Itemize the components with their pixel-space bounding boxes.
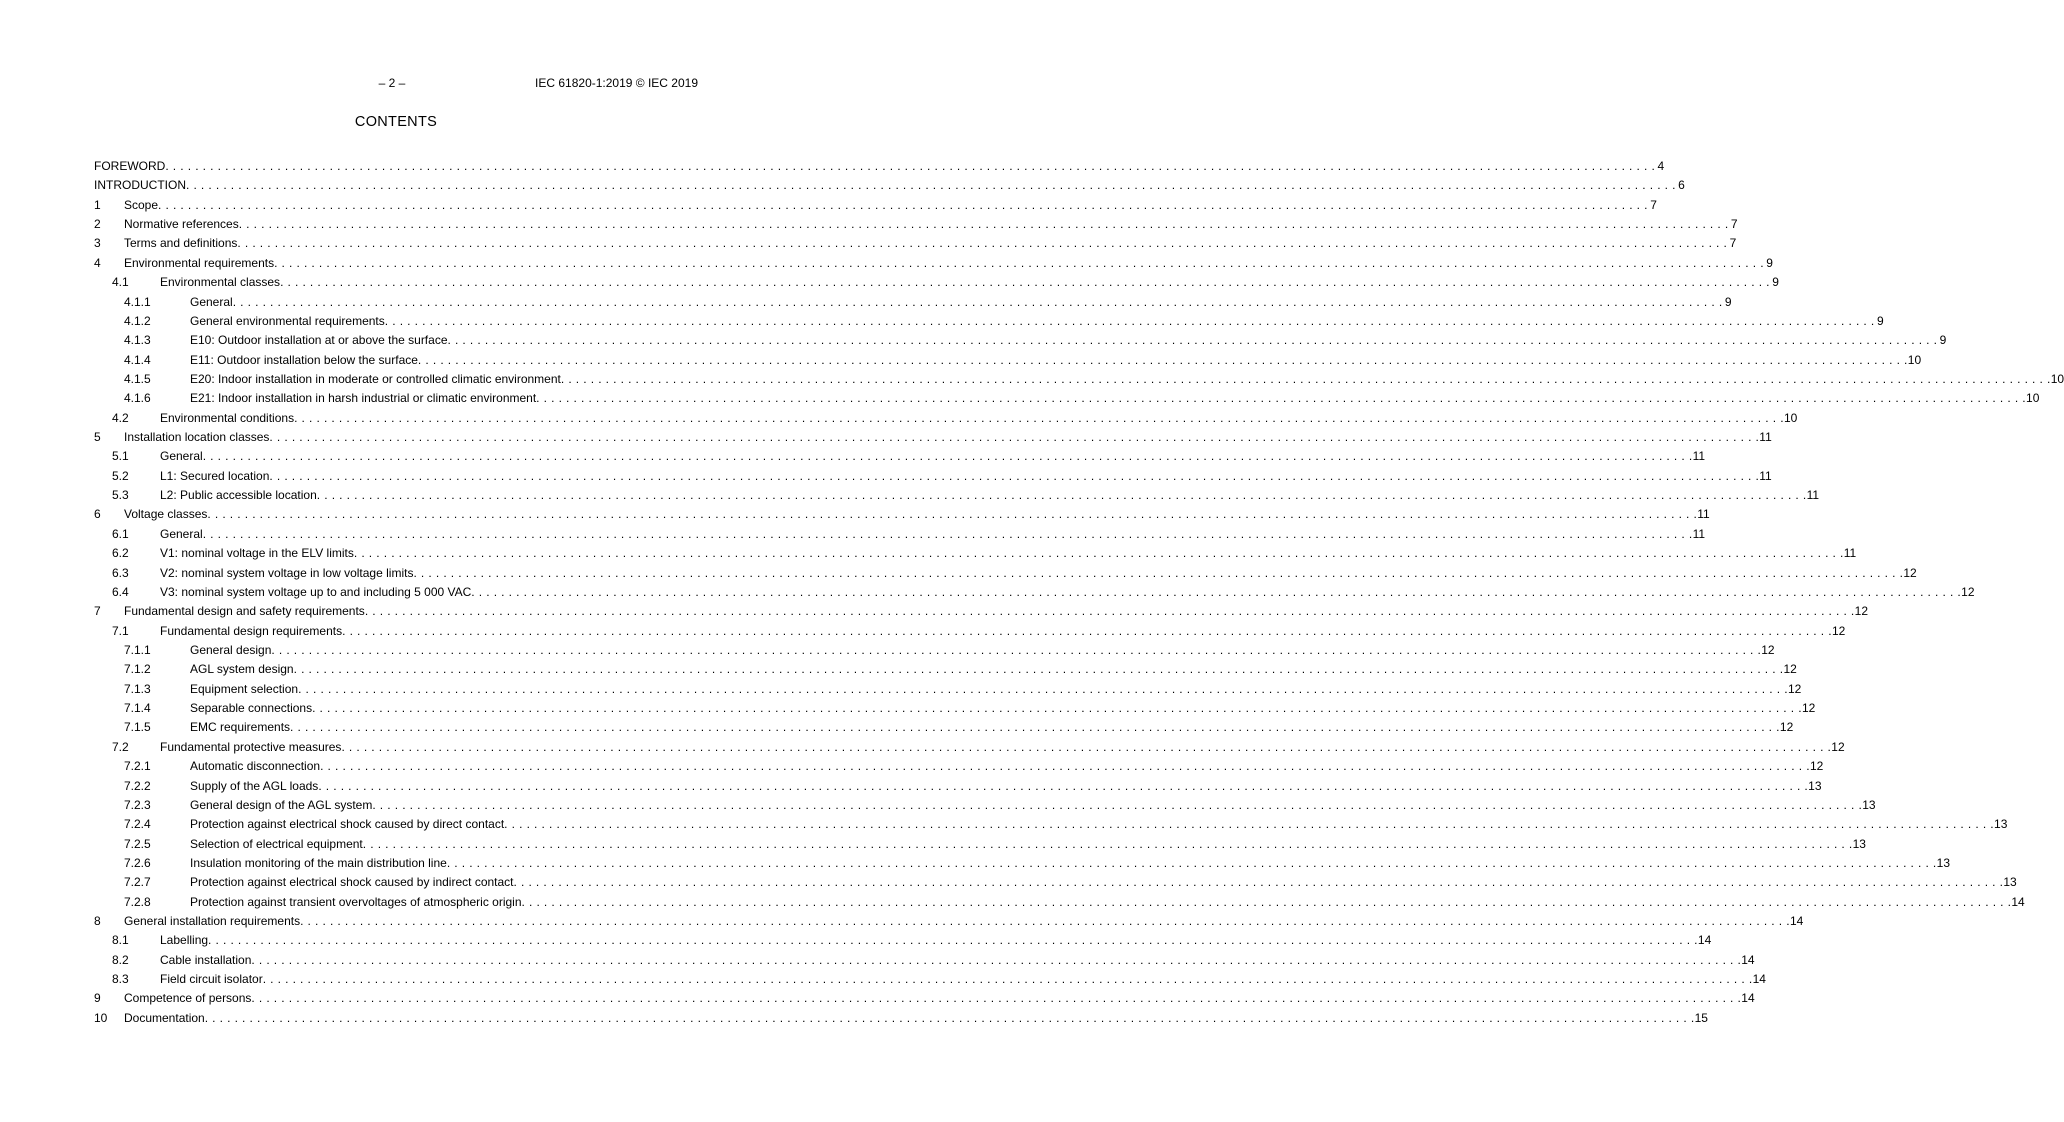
toc-entry[interactable] xyxy=(94,254,1773,273)
toc-entry-page: 13 xyxy=(2003,875,2017,890)
toc-entry-number: 6.2 xyxy=(112,546,129,561)
toc-entry-page: 13 xyxy=(1808,778,1822,793)
toc-entry-title: Cable installation xyxy=(160,952,252,967)
toc-entry[interactable] xyxy=(94,660,1797,679)
toc-entry-title: General installation requirements xyxy=(124,914,301,929)
toc-leader-dots: . . . . . . . . . . . . . . . . . . . . . . . . . . . . . . . . . . . . . . . . . . . . . . . . . . . . . . . . . . . . . . . . . . . . . . . . . . . . . . . . . . . . . . . . . . . . . . . . . . . . . . . . . . . . . . . . . . . . . . . . . . . . . . . . . . . . . . . . . . . . . . . . . . . . . . . . . . . . . . . . . . . . . . . . . . . . . . . . . . . . . . . . . . . . . . . . . . . . . . . . xyxy=(186,178,1676,193)
toc-entry-number: 4.1.4 xyxy=(124,352,151,367)
toc-entry[interactable] xyxy=(94,312,1884,331)
toc-entry[interactable] xyxy=(94,215,1738,234)
toc-entry-number: 4.2 xyxy=(112,410,129,425)
toc-leader-dots: . . . . . . . . . . . . . . . . . . . . . . . . . . . . . . . . . . . . . . . . . . . . . . . . . . . . . . . . . . . . . . . . . . . . . . . . . . . . . . . . . . . . . . . . . . . . . . . . . . . . . . . . . . . . . . . . . . . . . . . . . . . . . . . . . . . . . . . . . . . . . . . . . . . . . . . . . . . . . . . . . . . . . . . . . . . . . . . . . . . . . . . . . . . . . . . . . . . . . . . . xyxy=(300,914,1790,929)
toc-entry[interactable] xyxy=(94,718,1794,737)
toc-entry-page: 12 xyxy=(1761,642,1775,657)
toc-leader-dots: . . . . . . . . . . . . . . . . . . . . . . . . . . . . . . . . . . . . . . . . . . . . . . . . . . . . . . . . . . . . . . . . . . . . . . . . . . . . . . . . . . . . . . . . . . . . . . . . . . . . . . . . . . . . . . . . . . . . . . . . . . . . . . . . . . . . . . . . . . . . . . . . . . . . . . . . . . . . . . . . . . . . . . . . . . . . . . . . . . . . . . . . . . . . . . . . . . . . . . . . xyxy=(341,739,1832,754)
toc-entry-page: 11 xyxy=(1692,449,1706,464)
toc-leader-dots: . . . . . . . . . . . . . . . . . . . . . . . . . . . . . . . . . . . . . . . . . . . . . . . . . . . . . . . . . . . . . . . . . . . . . . . . . . . . . . . . . . . . . . . . . . . . . . . . . . . . . . . . . . . . . . . . . . . . . . . . . . . . . . . . . . . . . . . . . . . . . . . . . . . . . . . . . . . . . . . . . . . . . . . . . . . . . . . . . . . . . . . . . . . . . . . . . . . . . . . . xyxy=(165,159,1656,173)
toc-entry-page: 14 xyxy=(1789,914,1804,929)
toc-entry-page: 13 xyxy=(1936,855,1951,870)
toc-entry[interactable] xyxy=(94,331,1947,350)
document-code: IEC 61820-1:2019 © IEC 2019 xyxy=(535,76,698,90)
toc-leader-dots: . . . . . . . . . . . . . . . . . . . . . . . . . . . . . . . . . . . . . . . . . . . . . . . . . . . . . . . . . . . . . . . . . . . . . . . . . . . . . . . . . . . . . . . . . . . . . . . . . . . . . . . . . . . . . . . . . . . . . . . . . . . . . . . . . . . . . . . . . . . . . . . . . . . . . . . . . . . . . . . . . . . . . . . . . . . . . . . . . . . . . . . . . . . . . . . . . . . . . . . . xyxy=(318,778,1809,793)
toc-entry[interactable] xyxy=(94,176,1685,195)
toc-entry[interactable] xyxy=(94,893,2025,912)
toc-leader-dots: . . . . . . . . . . . . . . . . . . . . . . . . . . . . . . . . . . . . . . . . . . . . . . . . . . . . . . . . . . . . . . . . . . . . . . . . . . . . . . . . . . . . . . . . . . . . . . . . . . . . . . . . . . . . . . . . . . . . . . . . . . . . . . . . . . . . . . . . . . . . . . . . . . . . . . . . . . . . . . . . . . . . . . . . . . . . . . . . . . . . . . . . . . . . . . . . . . . . . . . . xyxy=(298,681,1788,696)
toc-entry[interactable] xyxy=(94,854,1951,873)
toc-entry-number: 7.2.4 xyxy=(124,817,151,832)
toc-entry-page: 12 xyxy=(1787,681,1802,696)
toc-entry-page: 12 xyxy=(1854,604,1869,619)
toc-entry-number: 7.2.1 xyxy=(124,759,151,774)
toc-entry-title: Normative references xyxy=(124,217,239,232)
toc-entry-page: 10 xyxy=(1907,352,1922,367)
toc-leader-dots: . . . . . . . . . . . . . . . . . . . . . . . . . . . . . . . . . . . . . . . . . . . . . . . . . . . . . . . . . . . . . . . . . . . . . . . . . . . . . . . . . . . . . . . . . . . . . . . . . . . . . . . . . . . . . . . . . . . . . . . . . . . . . . . . . . . . . . . . . . . . . . . . . . . . . . . . . . . . . . . . . . . . . . . . . . . . . . . . . . . . . . . . . . . . . . . . . . . . . . . . xyxy=(269,430,1760,445)
toc-entry-page: 6 xyxy=(1678,178,1685,193)
toc-entry-title: Field circuit isolator xyxy=(160,972,263,987)
toc-leader-dots: . . . . . . . . . . . . . . . . . . . . . . . . . . . . . . . . . . . . . . . . . . . . . . . . . . . . . . . . . . . . . . . . . . . . . . . . . . . . . . . . . . . . . . . . . . . . . . . . . . . . . . . . . . . . . . . . . . . . . . . . . . . . . . . . . . . . . . . . . . . . . . . . . . . . . . . . . . . . . . . . . . . . . . . . . . . . . . . . . . . . . . . . . . . . . . . . . . . . . . . . xyxy=(202,526,1693,541)
toc-entry-number: 7.2.7 xyxy=(124,875,151,890)
toc-entry-number: 5.3 xyxy=(112,488,129,503)
toc-entry-page: 13 xyxy=(1994,817,2008,832)
toc-entry[interactable] xyxy=(94,389,2040,408)
toc-leader-dots: . . . . . . . . . . . . . . . . . . . . . . . . . . . . . . . . . . . . . . . . . . . . . . . . . . . . . . . . . . . . . . . . . . . . . . . . . . . . . . . . . . . . . . . . . . . . . . . . . . . . . . . . . . . . . . . . . . . . . . . . . . . . . . . . . . . . . . . . . . . . . . . . . . . . . . . . . . . . . . . . . . . . . . . . . . . . . . . . . . . . . . . . . . . . . . . . . . . . . . . . xyxy=(447,333,1938,348)
toc-entry-title: V1: nominal voltage in the ELV limits xyxy=(160,546,354,561)
toc-entry-number: 6 xyxy=(94,507,101,522)
toc-leader-dots: . . . . . . . . . . . . . . . . . . . . . . . . . . . . . . . . . . . . . . . . . . . . . . . . . . . . . . . . . . . . . . . . . . . . . . . . . . . . . . . . . . . . . . . . . . . . . . . . . . . . . . . . . . . . . . . . . . . . . . . . . . . . . . . . . . . . . . . . . . . . . . . . . . . . . . . . . . . . . . . . . . . . . . . . . . . . . . . . . . . . . . . . . . . . . . . . . . . . . . . . xyxy=(353,546,1844,561)
toc-entry-page: 14 xyxy=(2011,894,2025,909)
toc-entry-number: 4.1.6 xyxy=(124,391,151,406)
toc-entry-page: 11 xyxy=(1697,507,1710,522)
toc-entry-page: 14 xyxy=(1752,972,1766,987)
toc-entry-title: General xyxy=(160,526,203,541)
toc-entry-number: 5 xyxy=(94,430,101,445)
toc-leader-dots: . . . . . . . . . . . . . . . . . . . . . . . . . . . . . . . . . . . . . . . . . . . . . . . . . . . . . . . . . . . . . . . . . . . . . . . . . . . . . . . . . . . . . . . . . . . . . . . . . . . . . . . . . . . . . . . . . . . . . . . . . . . . . . . . . . . . . . . . . . . . . . . . . . . . . . . . . . . . . . . . . . . . . . . . . . . . . . . . . . . . . . . . . . . . . . . . . . . . . . . . xyxy=(312,701,1802,716)
toc-entry-page: 13 xyxy=(1852,836,1866,851)
toc-entry-number: 3 xyxy=(94,236,101,251)
toc-entry-title: E20: Indoor installation in moderate or controlled climatic environment xyxy=(190,371,561,386)
toc-entry[interactable] xyxy=(94,293,1732,312)
toc-leader-dots: . . . . . . . . . . . . . . . . . . . . . . . . . . . . . . . . . . . . . . . . . . . . . . . . . . . . . . . . . . . . . . . . . . . . . . . . . . . . . . . . . . . . . . . . . . . . . . . . . . . . . . . . . . . . . . . . . . . . . . . . . . . . . . . . . . . . . . . . . . . . . . . . . . . . . . . . . . . . . . . . . . . . . . . . . . . . . . . . . . . . . . . . . . . . . . . . . . . . . . . . xyxy=(417,352,1908,367)
toc-entry-page: 10 xyxy=(1783,410,1798,425)
toc-entry-title: L2: Public accessible location xyxy=(160,488,317,503)
toc-entry[interactable] xyxy=(94,196,1657,215)
toc-entry-title: Fundamental design and safety requirements xyxy=(124,604,365,619)
toc-entry-number: 7.1 xyxy=(112,623,129,638)
toc-entry-number: 10 xyxy=(94,1010,108,1025)
toc-entry-number: 4.1.2 xyxy=(124,313,151,328)
toc-entry[interactable] xyxy=(94,912,1804,931)
toc-entry-page: 12 xyxy=(1961,584,1975,599)
toc-entry[interactable] xyxy=(94,989,1755,1008)
toc-entry-title: Scope xyxy=(124,197,159,212)
toc-entry-page: 12 xyxy=(1831,739,1845,754)
toc-entry-title: Environmental requirements xyxy=(124,255,275,270)
toc-entry[interactable] xyxy=(94,622,1846,641)
toc-entry-title: Supply of the AGL loads xyxy=(190,778,319,793)
toc-entry[interactable] xyxy=(94,931,1712,950)
toc-entry[interactable] xyxy=(94,757,1824,776)
toc-entry[interactable] xyxy=(94,873,2017,892)
toc-entry-page: 9 xyxy=(1766,255,1773,270)
toc-leader-dots: . . . . . . . . . . . . . . . . . . . . . . . . . . . . . . . . . . . . . . . . . . . . . . . . . . . . . . . . . . . . . . . . . . . . . . . . . . . . . . . . . . . . . . . . . . . . . . . . . . . . . . . . . . . . . . . . . . . . . . . . . . . . . . . . . . . . . . . . . . . . . . . . . . . . . . . . . . . . . . . . . . . . . . . . . . . . . . . . . . . . . . . . . . . . . . . . . . . . . . . . xyxy=(232,294,1723,309)
toc-entry-title: Separable connections xyxy=(190,701,313,716)
toc-entry-page: 15 xyxy=(1694,1010,1708,1025)
toc-entry-number: 7.2.6 xyxy=(124,855,151,870)
toc-entry-number: 7.2.2 xyxy=(124,778,151,793)
toc-entry-number: 7.1.5 xyxy=(124,720,151,735)
toc-entry-title: General design of the AGL system xyxy=(190,797,373,812)
toc-entry-page: 9 xyxy=(1724,294,1732,309)
toc-leader-dots: . . . . . . . . . . . . . . . . . . . . . . . . . . . . . . . . . . . . . . . . . . . . . . . . . . . . . . . . . . . . . . . . . . . . . . . . . . . . . . . . . . . . . . . . . . . . . . . . . . . . . . . . . . . . . . . . . . . . . . . . . . . . . . . . . . . . . . . . . . . . . . . . . . . . . . . . . . . . . . . . . . . . . . . . . . . . . . . . . . . . . . . . . . . . . . . . . . . . . . . . xyxy=(294,410,1784,425)
toc-entry[interactable] xyxy=(94,409,1798,428)
table-of-contents xyxy=(94,157,2064,1028)
toc-entry[interactable] xyxy=(94,447,1706,466)
toc-entry[interactable] xyxy=(94,583,1975,602)
toc-leader-dots: . . . . . . . . . . . . . . . . . . . . . . . . . . . . . . . . . . . . . . . . . . . . . . . . . . . . . . . . . . . . . . . . . . . . . . . . . . . . . . . . . . . . . . . . . . . . . . . . . . . . . . . . . . . . . . . . . . . . . . . . . . . . . . . . . . . . . . . . . . . . . . . . . . . . . . . . . . . . . . . . . . . . . . . . . . . . . . . . . . . . . . . . . . . . . . . . . . . . . . . . xyxy=(271,642,1762,657)
toc-entry-title: E10: Outdoor installation at or above the surface xyxy=(190,333,448,348)
toc-entry-title: E21: Indoor installation in harsh industrial or climatic environment xyxy=(190,391,537,406)
toc-entry-number: 7.2.3 xyxy=(124,797,151,812)
toc-entry[interactable] xyxy=(94,428,1772,447)
toc-entry-title: Fundamental protective measures xyxy=(160,739,342,754)
toc-entry-title: Protection against transient overvoltages of atmospheric origin xyxy=(190,894,522,909)
toc-leader-dots: . . . . . . . . . . . . . . . . . . . . . . . . . . . . . . . . . . . . . . . . . . . . . . . . . . . . . . . . . . . . . . . . . . . . . . . . . . . . . . . . . . . . . . . . . . . . . . . . . . . . . . . . . . . . . . . . . . . . . . . . . . . . . . . . . . . . . . . . . . . . . . . . . . . . . . . . . . . . . . . . . . . . . . . . . . . . . . . . . . . . . . . . . . . . . . . . . . . . . . . . xyxy=(269,468,1760,483)
toc-entry-page: 11 xyxy=(1843,546,1857,561)
toc-leader-dots: . . . . . . . . . . . . . . . . . . . . . . . . . . . . . . . . . . . . . . . . . . . . . . . . . . . . . . . . . . . . . . . . . . . . . . . . . . . . . . . . . . . . . . . . . . . . . . . . . . . . . . . . . . . . . . . . . . . . . . . . . . . . . . . . . . . . . . . . . . . . . . . . . . . . . . . . . . . . . . . . . . . . . . . . . . . . . . . . . . . . . . . . . . . . . . . . . . . . . . . . xyxy=(290,720,1780,735)
toc-entry-title: Insulation monitoring of the main distribution line xyxy=(190,855,447,870)
toc-entry-number: 9 xyxy=(94,991,101,1006)
toc-entry-page: 11 xyxy=(1759,430,1772,445)
toc-entry[interactable] xyxy=(94,273,1779,292)
toc-entry[interactable] xyxy=(94,370,2064,389)
toc-leader-dots: . . . . . . . . . . . . . . . . . . . . . . . . . . . . . . . . . . . . . . . . . . . . . . . . . . . . . . . . . . . . . . . . . . . . . . . . . . . . . . . . . . . . . . . . . . . . . . . . . . . . . . . . . . . . . . . . . . . . . . . . . . . . . . . . . . . . . . . . . . . . . . . . . . . . . . . . . . . . . . . . . . . . . . . . . . . . . . . . . . . . . . . . . . . . . . . . . . . . . . . . xyxy=(384,313,1875,328)
toc-entry[interactable] xyxy=(94,951,1755,970)
toc-entry-page: 10 xyxy=(2026,391,2040,406)
toc-entry-number: 6.1 xyxy=(112,526,129,541)
toc-leader-dots: . . . . . . . . . . . . . . . . . . . . . . . . . . . . . . . . . . . . . . . . . . . . . . . . . . . . . . . . . . . . . . . . . . . . . . . . . . . . . . . . . . . . . . . . . . . . . . . . . . . . . . . . . . . . . . . . . . . . . . . . . . . . . . . . . . . . . . . . . . . . . . . . . . . . . . . . . . . . . . . . . . . . . . . . . . . . . . . . . . . . . . . . . . . . . . . . . . . . . . . . xyxy=(536,391,2027,406)
toc-entry-page: 12 xyxy=(1783,662,1797,677)
toc-entry[interactable] xyxy=(94,777,1822,796)
toc-entry-title: Protection against electrical shock caused by direct contact xyxy=(190,817,505,832)
toc-entry-page: 7 xyxy=(1730,217,1738,232)
toc-entry-page: 10 xyxy=(2050,371,2064,386)
toc-entry[interactable] xyxy=(94,351,1922,370)
toc-entry-number: 2 xyxy=(94,217,101,232)
toc-entry-number: 8.1 xyxy=(112,933,129,948)
toc-entry-title: L1: Secured location xyxy=(160,468,270,483)
toc-leader-dots: . . . . . . . . . . . . . . . . . . . . . . . . . . . . . . . . . . . . . . . . . . . . . . . . . . . . . . . . . . . . . . . . . . . . . . . . . . . . . . . . . . . . . . . . . . . . . . . . . . . . . . . . . . . . . . . . . . . . . . . . . . . . . . . . . . . . . . . . . . . . . . . . . . . . . . . . . . . . . . . . . . . . . . . . . . . . . . . . . . . . . . . . . . . . . . . . . . . . . . . . xyxy=(204,1010,1695,1025)
toc-entry-title: Voltage classes xyxy=(124,507,208,522)
toc-entry[interactable] xyxy=(94,680,1802,699)
toc-entry-title: General xyxy=(160,449,203,464)
toc-entry-page: 4 xyxy=(1657,159,1665,173)
toc-leader-dots: . . . . . . . . . . . . . . . . . . . . . . . . . . . . . . . . . . . . . . . . . . . . . . . . . . . . . . . . . . . . . . . . . . . . . . . . . . . . . . . . . . . . . . . . . . . . . . . . . . . . . . . . . . . . . . . . . . . . . . . . . . . . . . . . . . . . . . . . . . . . . . . . . . . . . . . . . . . . . . . . . . . . . . . . . . . . . . . . . . . . . . . . . . . . . . . . . . . . . . . . xyxy=(320,759,1810,774)
toc-entry-page: 7 xyxy=(1729,236,1737,251)
toc-entry-number: 8.2 xyxy=(112,952,129,967)
page-title: CONTENTS xyxy=(354,114,438,130)
toc-entry-page: 9 xyxy=(1772,275,1779,290)
toc-entry-number: 6.4 xyxy=(112,584,129,599)
toc-entry-title: Protection against electrical shock caused by indirect contact xyxy=(190,875,514,890)
toc-entry-title: General environmental requirements xyxy=(190,313,385,328)
toc-leader-dots: . . . . . . . . . . . . . . . . . . . . . . . . . . . . . . . . . . . . . . . . . . . . . . . . . . . . . . . . . . . . . . . . . . . . . . . . . . . . . . . . . . . . . . . . . . . . . . . . . . . . . . . . . . . . . . . . . . . . . . . . . . . . . . . . . . . . . . . . . . . . . . . . . . . . . . . . . . . . . . . . . . . . . . . . . . . . . . . . . . . . . . . . . . . . . . . . . . . . . . . . xyxy=(471,584,1962,599)
toc-leader-dots: . . . . . . . . . . . . . . . . . . . . . . . . . . . . . . . . . . . . . . . . . . . . . . . . . . . . . . . . . . . . . . . . . . . . . . . . . . . . . . . . . . . . . . . . . . . . . . . . . . . . . . . . . . . . . . . . . . . . . . . . . . . . . . . . . . . . . . . . . . . . . . . . . . . . . . . . . . . . . . . . . . . . . . . . . . . . . . . . . . . . . . . . . . . . . . . . . . . . . . . . xyxy=(262,972,1753,987)
toc-entry-page: 9 xyxy=(1876,313,1884,328)
toc-entry[interactable] xyxy=(94,467,1772,486)
toc-entry[interactable] xyxy=(94,1009,1708,1028)
toc-entry[interactable] xyxy=(94,564,1917,583)
toc-leader-dots: . . . . . . . . . . . . . . . . . . . . . . . . . . . . . . . . . . . . . . . . . . . . . . . . . . . . . . . . . . . . . . . . . . . . . . . . . . . . . . . . . . . . . . . . . . . . . . . . . . . . . . . . . . . . . . . . . . . . . . . . . . . . . . . . . . . . . . . . . . . . . . . . . . . . . . . . . . . . . . . . . . . . . . . . . . . . . . . . . . . . . . . . . . . . . . . . . . . . . . . . xyxy=(208,933,1698,948)
toc-leader-dots: . . . . . . . . . . . . . . . . . . . . . . . . . . . . . . . . . . . . . . . . . . . . . . . . . . . . . . . . . . . . . . . . . . . . . . . . . . . . . . . . . . . . . . . . . . . . . . . . . . . . . . . . . . . . . . . . . . . . . . . . . . . . . . . . . . . . . . . . . . . . . . . . . . . . . . . . . . . . . . . . . . . . . . . . . . . . . . . . . . . . . . . . . . . . . . . . . . . . . . . . xyxy=(413,565,1904,580)
toc-entry-page: 12 xyxy=(1801,701,1816,716)
toc-entry-number: 4.1.1 xyxy=(124,294,151,309)
toc-entry-number: 7 xyxy=(94,604,101,619)
toc-leader-dots: . . . . . . . . . . . . . . . . . . . . . . . . . . . . . . . . . . . . . . . . . . . . . . . . . . . . . . . . . . . . . . . . . . . . . . . . . . . . . . . . . . . . . . . . . . . . . . . . . . . . . . . . . . . . . . . . . . . . . . . . . . . . . . . . . . . . . . . . . . . . . . . . . . . . . . . . . . . . . . . . . . . . . . . . . . . . . . . . . . . . . . . . . . . . . . . . . . . . . . . . xyxy=(362,836,1853,851)
toc-entry-number: 5.2 xyxy=(112,468,129,483)
toc-entry[interactable] xyxy=(94,699,1816,718)
toc-entry-title: General design xyxy=(190,642,272,657)
toc-entry-number: 7.2.5 xyxy=(124,836,151,851)
toc-entry-page: 7 xyxy=(1650,197,1657,212)
toc-entry-number: 7.1.1 xyxy=(124,642,151,657)
toc-entry-number: 7.1.2 xyxy=(124,662,151,677)
toc-entry-page: 11 xyxy=(1806,488,1820,503)
toc-entry-title: Competence of persons xyxy=(124,991,252,1006)
toc-entry-title: EMC requirements xyxy=(190,720,291,735)
toc-entry-page: 14 xyxy=(1697,933,1712,948)
toc-entry-number: 7.2 xyxy=(112,739,129,754)
toc-entry-number: 5.1 xyxy=(112,449,129,464)
toc-entry-title: AGL system design xyxy=(190,662,294,677)
toc-entry-number: 4.1 xyxy=(112,275,129,290)
toc-entry[interactable] xyxy=(94,641,1775,660)
toc-leader-dots: . . . . . . . . . . . . . . . . . . . . . . . . . . . . . . . . . . . . . . . . . . . . . . . . . . . . . . . . . . . . . . . . . . . . . . . . . . . . . . . . . . . . . . . . . . . . . . . . . . . . . . . . . . . . . . . . . . . . . . . . . . . . . . . . . . . . . . . . . . . . . . . . . . . . . . . . . . . . . . . . . . . . . . . . . . . . . . . . . . . . . . . . . . . . . . . . . . . . . . . . xyxy=(521,894,2012,909)
toc-entry-title: Environmental classes xyxy=(160,275,281,290)
toc-entry-page: 12 xyxy=(1779,720,1794,735)
toc-entry-number: 7.1.3 xyxy=(124,681,151,696)
toc-leader-dots: . . . . . . . . . . . . . . . . . . . . . . . . . . . . . . . . . . . . . . . . . . . . . . . . . . . . . . . . . . . . . . . . . . . . . . . . . . . . . . . . . . . . . . . . . . . . . . . . . . . . . . . . . . . . . . . . . . . . . . . . . . . . . . . . . . . . . . . . . . . . . . . . . . . . . . . . . . . . . . . . . . . . . . . . . . . . . . . . . . . . . . . . . . . . . . . . . . . . . . . . xyxy=(251,952,1742,967)
toc-entry-page: 9 xyxy=(1939,333,1947,348)
toc-entry-title: Environmental conditions xyxy=(160,410,295,425)
toc-leader-dots: . . . . . . . . . . . . . . . . . . . . . . . . . . . . . . . . . . . . . . . . . . . . . . . . . . . . . . . . . . . . . . . . . . . . . . . . . . . . . . . . . . . . . . . . . . . . . . . . . . . . . . . . . . . . . . . . . . . . . . . . . . . . . . . . . . . . . . . . . . . . . . . . . . . . . . . . . . . . . . . . . . . . . . . . . . . . . . . . . . . . . . . . . . . . . . . . . . . . . . . . xyxy=(158,197,1648,212)
toc-entry[interactable] xyxy=(94,525,1706,544)
toc-leader-dots: . . . . . . . . . . . . . . . . . . . . . . . . . . . . . . . . . . . . . . . . . . . . . . . . . . . . . . . . . . . . . . . . . . . . . . . . . . . . . . . . . . . . . . . . . . . . . . . . . . . . . . . . . . . . . . . . . . . . . . . . . . . . . . . . . . . . . . . . . . . . . . . . . . . . . . . . . . . . . . . . . . . . . . . . . . . . . . . . . . . . . . . . . . . . . . . . . . . . . . . . xyxy=(251,991,1742,1006)
toc-entry-number: 8 xyxy=(94,914,101,929)
toc-entry-title: V3: nominal system voltage up to and including 5 000 VAC xyxy=(160,584,472,599)
toc-entry-page: 13 xyxy=(1862,797,1876,812)
toc-entry[interactable] xyxy=(94,815,2008,834)
toc-entry-number: 1 xyxy=(94,197,101,212)
toc-entry-number: 8.3 xyxy=(112,972,129,987)
toc-leader-dots: . . . . . . . . . . . . . . . . . . . . . . . . . . . . . . . . . . . . . . . . . . . . . . . . . . . . . . . . . . . . . . . . . . . . . . . . . . . . . . . . . . . . . . . . . . . . . . . . . . . . . . . . . . . . . . . . . . . . . . . . . . . . . . . . . . . . . . . . . . . . . . . . . . . . . . . . . . . . . . . . . . . . . . . . . . . . . . . . . . . . . . . . . . . . . . . . . . . . . . . . xyxy=(238,217,1729,232)
toc-entry-title: Selection of electrical equipment xyxy=(190,836,363,851)
page-header xyxy=(94,76,698,92)
toc-leader-dots: . . . . . . . . . . . . . . . . . . . . . . . . . . . . . . . . . . . . . . . . . . . . . . . . . . . . . . . . . . . . . . . . . . . . . . . . . . . . . . . . . . . . . . . . . . . . . . . . . . . . . . . . . . . . . . . . . . . . . . . . . . . . . . . . . . . . . . . . . . . . . . . . . . . . . . . . . . . . . . . . . . . . . . . . . . . . . . . . . . . . . . . . . . . . . . . . . . . . . . . . xyxy=(364,604,1855,619)
toc-entry[interactable] xyxy=(94,157,1665,176)
toc-entry[interactable] xyxy=(94,234,1737,253)
toc-entry-page: 11 xyxy=(1759,468,1772,483)
toc-entry-page: 12 xyxy=(1903,565,1917,580)
toc-entry-number: 7.1.4 xyxy=(124,701,151,716)
toc-entry-title: Documentation xyxy=(124,1010,205,1025)
toc-entry-title: Fundamental design requirements xyxy=(160,623,343,638)
toc-leader-dots: . . . . . . . . . . . . . . . . . . . . . . . . . . . . . . . . . . . . . . . . . . . . . . . . . . . . . . . . . . . . . . . . . . . . . . . . . . . . . . . . . . . . . . . . . . . . . . . . . . . . . . . . . . . . . . . . . . . . . . . . . . . . . . . . . . . . . . . . . . . . . . . . . . . . . . . . . . . . . . . . . . . . . . . . . . . . . . . . . . . . . . . . . . . . . . . . . . . . . . . . xyxy=(207,507,1698,522)
toc-entry-number: 4 xyxy=(94,255,101,270)
toc-entry-title: V2: nominal system voltage in low voltage limits xyxy=(160,565,414,580)
toc-entry[interactable] xyxy=(94,796,1876,815)
toc-entry-page: 14 xyxy=(1741,952,1755,967)
toc-entry[interactable] xyxy=(94,602,1869,621)
toc-entry-title: E11: Outdoor installation below the surface xyxy=(190,352,418,367)
toc-entry[interactable] xyxy=(94,505,1710,524)
toc-leader-dots: . . . . . . . . . . . . . . . . . . . . . . . . . . . . . . . . . . . . . . . . . . . . . . . . . . . . . . . . . . . . . . . . . . . . . . . . . . . . . . . . . . . . . . . . . . . . . . . . . . . . . . . . . . . . . . . . . . . . . . . . . . . . . . . . . . . . . . . . . . . . . . . . . . . . . . . . . . . . . . . . . . . . . . . . . . . . . . . . . . . . . . . . . . . . . . . . . . . . . . . . xyxy=(316,488,1807,503)
toc-entry-page: 11 xyxy=(1692,526,1706,541)
toc-leader-dots: . . . . . . . . . . . . . . . . . . . . . . . . . . . . . . . . . . . . . . . . . . . . . . . . . . . . . . . . . . . . . . . . . . . . . . . . . . . . . . . . . . . . . . . . . . . . . . . . . . . . . . . . . . . . . . . . . . . . . . . . . . . . . . . . . . . . . . . . . . . . . . . . . . . . . . . . . . . . . . . . . . . . . . . . . . . . . . . . . . . . . . . . . . . . . . . . . . . . . . . . xyxy=(280,275,1770,290)
toc-entry-title: INTRODUCTION xyxy=(94,178,186,193)
toc-leader-dots: . . . . . . . . . . . . . . . . . . . . . . . . . . . . . . . . . . . . . . . . . . . . . . . . . . . . . . . . . . . . . . . . . . . . . . . . . . . . . . . . . . . . . . . . . . . . . . . . . . . . . . . . . . . . . . . . . . . . . . . . . . . . . . . . . . . . . . . . . . . . . . . . . . . . . . . . . . . . . . . . . . . . . . . . . . . . . . . . . . . . . . . . . . . . . . . . . . . . . . . . xyxy=(560,371,2051,386)
toc-entry-title: Labelling xyxy=(160,933,209,948)
toc-leader-dots: . . . . . . . . . . . . . . . . . . . . . . . . . . . . . . . . . . . . . . . . . . . . . . . . . . . . . . . . . . . . . . . . . . . . . . . . . . . . . . . . . . . . . . . . . . . . . . . . . . . . . . . . . . . . . . . . . . . . . . . . . . . . . . . . . . . . . . . . . . . . . . . . . . . . . . . . . . . . . . . . . . . . . . . . . . . . . . . . . . . . . . . . . . . . . . . . . . . . . . . . xyxy=(504,817,1995,832)
toc-entry-title: Automatic disconnection xyxy=(190,759,321,774)
toc-leader-dots: . . . . . . . . . . . . . . . . . . . . . . . . . . . . . . . . . . . . . . . . . . . . . . . . . . . . . . . . . . . . . . . . . . . . . . . . . . . . . . . . . . . . . . . . . . . . . . . . . . . . . . . . . . . . . . . . . . . . . . . . . . . . . . . . . . . . . . . . . . . . . . . . . . . . . . . . . . . . . . . . . . . . . . . . . . . . . . . . . . . . . . . . . . . . . . . . . . . . . . . . xyxy=(342,623,1832,638)
toc-entry-number: 7.2.8 xyxy=(124,894,151,909)
toc-entry-title: Terms and definitions xyxy=(124,236,238,251)
toc-entry-number: 4.1.5 xyxy=(124,371,151,386)
toc-entry-title: General xyxy=(190,294,233,309)
toc-entry-number: 4.1.3 xyxy=(124,333,151,348)
toc-leader-dots: . . . . . . . . . . . . . . . . . . . . . . . . . . . . . . . . . . . . . . . . . . . . . . . . . . . . . . . . . . . . . . . . . . . . . . . . . . . . . . . . . . . . . . . . . . . . . . . . . . . . . . . . . . . . . . . . . . . . . . . . . . . . . . . . . . . . . . . . . . . . . . . . . . . . . . . . . . . . . . . . . . . . . . . . . . . . . . . . . . . . . . . . . . . . . . . . . . . . . . . . xyxy=(446,855,1937,870)
page-number: – 2 – xyxy=(378,76,406,90)
toc-entry-title: FOREWORD xyxy=(94,159,166,173)
toc-leader-dots: . . . . . . . . . . . . . . . . . . . . . . . . . . . . . . . . . . . . . . . . . . . . . . . . . . . . . . . . . . . . . . . . . . . . . . . . . . . . . . . . . . . . . . . . . . . . . . . . . . . . . . . . . . . . . . . . . . . . . . . . . . . . . . . . . . . . . . . . . . . . . . . . . . . . . . . . . . . . . . . . . . . . . . . . . . . . . . . . . . . . . . . . . . . . . . . . . . . . . . . . xyxy=(293,662,1784,677)
toc-entry-page: 12 xyxy=(1809,759,1824,774)
toc-leader-dots: . . . . . . . . . . . . . . . . . . . . . . . . . . . . . . . . . . . . . . . . . . . . . . . . . . . . . . . . . . . . . . . . . . . . . . . . . . . . . . . . . . . . . . . . . . . . . . . . . . . . . . . . . . . . . . . . . . . . . . . . . . . . . . . . . . . . . . . . . . . . . . . . . . . . . . . . . . . . . . . . . . . . . . . . . . . . . . . . . . . . . . . . . . . . . . . . . . . . . . . . xyxy=(202,449,1693,464)
toc-entry[interactable] xyxy=(94,544,1857,563)
toc-leader-dots: . . . . . . . . . . . . . . . . . . . . . . . . . . . . . . . . . . . . . . . . . . . . . . . . . . . . . . . . . . . . . . . . . . . . . . . . . . . . . . . . . . . . . . . . . . . . . . . . . . . . . . . . . . . . . . . . . . . . . . . . . . . . . . . . . . . . . . . . . . . . . . . . . . . . . . . . . . . . . . . . . . . . . . . . . . . . . . . . . . . . . . . . . . . . . . . . . . . . . . . . xyxy=(513,875,2004,890)
toc-entry[interactable] xyxy=(94,486,1820,505)
toc-entry-page: 14 xyxy=(1741,991,1755,1006)
toc-entry-title: Equipment selection xyxy=(190,681,299,696)
toc-entry[interactable] xyxy=(94,835,1866,854)
toc-entry[interactable] xyxy=(94,738,1845,757)
toc-entry-title: Installation location classes xyxy=(124,430,270,445)
toc-entry-page: 12 xyxy=(1831,623,1846,638)
toc-leader-dots: . . . . . . . . . . . . . . . . . . . . . . . . . . . . . . . . . . . . . . . . . . . . . . . . . . . . . . . . . . . . . . . . . . . . . . . . . . . . . . . . . . . . . . . . . . . . . . . . . . . . . . . . . . . . . . . . . . . . . . . . . . . . . . . . . . . . . . . . . . . . . . . . . . . . . . . . . . . . . . . . . . . . . . . . . . . . . . . . . . . . . . . . . . . . . . . . . . . . . . . . xyxy=(237,236,1728,251)
toc-entry[interactable] xyxy=(94,970,1766,989)
toc-entry-number: 6.3 xyxy=(112,565,129,580)
toc-leader-dots: . . . . . . . . . . . . . . . . . . . . . . . . . . . . . . . . . . . . . . . . . . . . . . . . . . . . . . . . . . . . . . . . . . . . . . . . . . . . . . . . . . . . . . . . . . . . . . . . . . . . . . . . . . . . . . . . . . . . . . . . . . . . . . . . . . . . . . . . . . . . . . . . . . . . . . . . . . . . . . . . . . . . . . . . . . . . . . . . . . . . . . . . . . . . . . . . . . . . . . . . xyxy=(274,255,1764,270)
toc-leader-dots: . . . . . . . . . . . . . . . . . . . . . . . . . . . . . . . . . . . . . . . . . . . . . . . . . . . . . . . . . . . . . . . . . . . . . . . . . . . . . . . . . . . . . . . . . . . . . . . . . . . . . . . . . . . . . . . . . . . . . . . . . . . . . . . . . . . . . . . . . . . . . . . . . . . . . . . . . . . . . . . . . . . . . . . . . . . . . . . . . . . . . . . . . . . . . . . . . . . . . . . . xyxy=(372,797,1863,812)
